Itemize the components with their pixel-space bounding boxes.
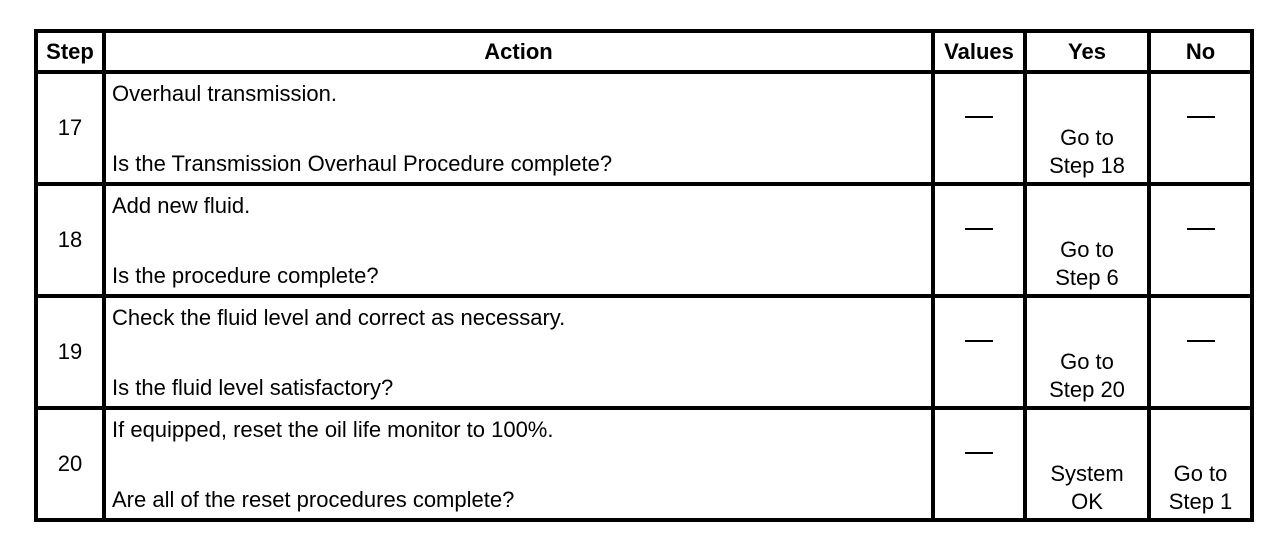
action-text: If equipped, reset the oil life monitor to 100%. (112, 417, 554, 442)
values-dash (965, 340, 993, 342)
table-row (36, 408, 1252, 520)
action-question: Are all of the reset procedures complete? (112, 487, 515, 512)
action-question: Is the Transmission Overhaul Procedure complete? (112, 151, 613, 176)
action-cell (104, 408, 933, 520)
action-cell (104, 296, 933, 408)
yes-cell (1025, 184, 1149, 296)
action-text: Add new fluid. (112, 193, 251, 218)
values-cell (933, 296, 1025, 408)
action-question: Is the procedure complete? (112, 263, 379, 288)
table-row (36, 72, 1252, 184)
action-cell (104, 184, 933, 296)
no-dash (1187, 228, 1215, 230)
header-no: No (1149, 31, 1252, 72)
diagnostic-step-table (34, 29, 1254, 522)
header-yes: Yes (1025, 31, 1149, 72)
values-cell (933, 72, 1025, 184)
values-cell (933, 408, 1025, 520)
values-dash (965, 116, 993, 118)
header-row (36, 31, 1252, 72)
yes-cell (1025, 408, 1149, 520)
yes-cell (1025, 296, 1149, 408)
values-dash (965, 452, 993, 454)
yes-text: Go to Step 18 (1049, 125, 1125, 178)
table-row (36, 184, 1252, 296)
yes-text: System OK (1050, 461, 1124, 514)
action-text: Check the fluid level and correct as necessary. (112, 305, 566, 330)
no-cell (1149, 296, 1252, 408)
header-action: Action (104, 31, 933, 72)
no-cell (1149, 72, 1252, 184)
no-cell (1149, 408, 1252, 520)
header-values: Values (933, 31, 1025, 72)
action-cell (104, 72, 933, 184)
header-step: Step (36, 31, 104, 72)
step-number: 19 (36, 296, 104, 408)
yes-cell (1025, 72, 1149, 184)
no-cell (1149, 184, 1252, 296)
no-text: Go to Step 1 (1168, 461, 1233, 514)
step-number: 20 (36, 408, 104, 520)
no-dash (1187, 340, 1215, 342)
table-row (36, 296, 1252, 408)
action-text: Overhaul transmission. (112, 81, 337, 106)
step-number: 18 (36, 184, 104, 296)
values-dash (965, 228, 993, 230)
yes-text: Go to Step 6 (1055, 237, 1119, 290)
step-number: 17 (36, 72, 104, 184)
no-dash (1187, 116, 1215, 118)
yes-text: Go to Step 20 (1049, 349, 1125, 402)
action-question: Is the fluid level satisfactory? (112, 375, 394, 400)
values-cell (933, 184, 1025, 296)
